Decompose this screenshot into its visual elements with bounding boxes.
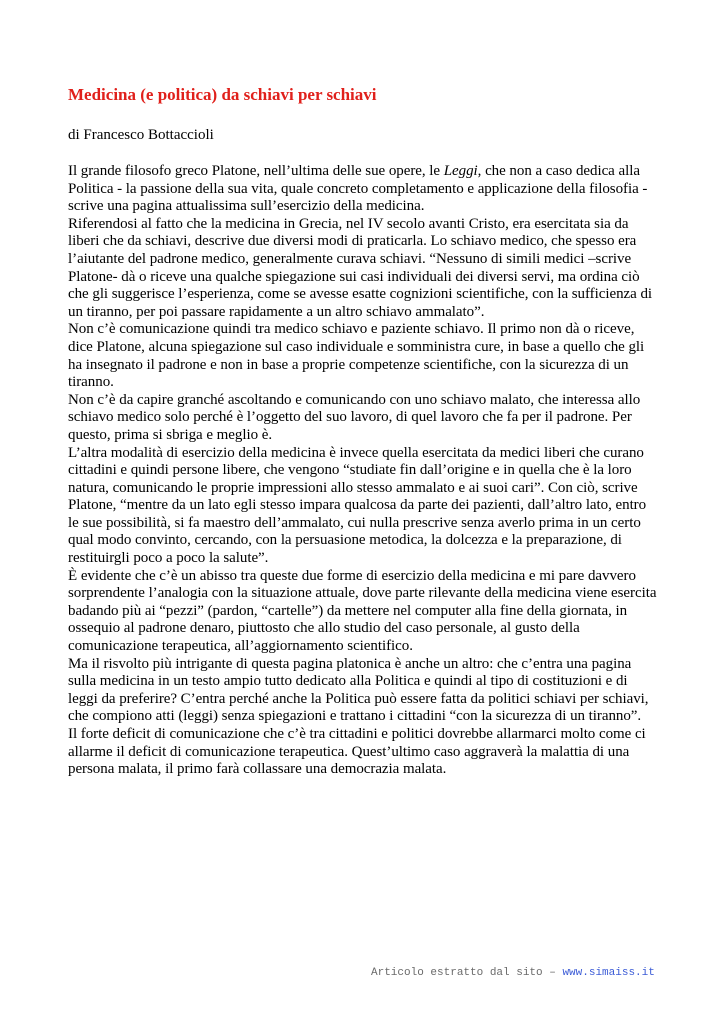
article-author: di Francesco Bottaccioli xyxy=(68,127,214,143)
article xyxy=(68,84,658,779)
footer-caption: Articolo estratto dal sito – xyxy=(371,967,563,979)
book-title-leggi: Leggi xyxy=(443,163,478,179)
paragraph: Il forte deficit di comunicazione che c’è tra cittadini e politici dovrebbe allarmarci molto come ci allarme il deficit di comunicazione terapeutica. Quest’ultimo caso aggraverà la malattia di una persona malata, il primo farà collassare una democrazia malata. xyxy=(68,726,646,778)
paragraph: Non c’è da capire granché ascoltando e comunicando con uno schiavo malato, che interessa allo schiavo medico solo perché è l’oggetto del suo lavoro, di quel lavoro che fa per il padrone. Per questo, prima si sbriga e meglio è. xyxy=(68,391,641,443)
paragraph: Non c’è comunicazione quindi tra medico schiavo e paziente schiavo. Il primo non dà o riceve, dice Platone, alcuna spiegazione sul caso individuale e somministra cure, in base a quello che gli ha insegnato il padrone e non in base a proprie competenze scientifiche, con la sicurezza di un tiranno. xyxy=(68,321,645,391)
paragraph-intro-end: , che non a caso dedica alla Politica - la passione della sua vita, quale concreto completamento e applicazione della filosofia - scrive una pagina attualissima sull’esercizio della medicina. xyxy=(68,163,648,215)
paragraph-intro xyxy=(68,163,658,216)
paragraph: Riferendosi al fatto che la medicina in Grecia, nel IV secolo avanti Cristo, era esercitata sia da liberi che da schiavi, descrive due diversi modi di praticarla. Lo schiavo medico, che spesso era l’aiutante del padrone medico, generalmente curava schiavi. “Nessuno di simili medici –scrive Platone- dà o riceve una qualche spiegazione sui casi individuali dei diversi servi, ma ordina ciò che gli suggerisce l’esperienza, come se avesse esatte cognizioni scientifiche, con la sufficienza di un tiranno, per poi passare rapidamente a un altro schiavo ammalato”. xyxy=(68,215,653,320)
paragraph-intro-start: Il grande filosofo greco Platone, nell’ultima delle sue opere, le xyxy=(68,163,444,179)
article-title: Medicina (e politica) da schiavi per schiavi xyxy=(68,85,377,104)
paragraph: L’altra modalità di esercizio della medicina è invece quella esercitata da medici liberi che curano cittadini e quindi persone libere, che vengono “studiate fin dall’origine e in quella che è la loro natura, comunicando le proprie impressioni allo stesso ammalato e ai suoi cari”. Con ciò, scrive Platone, “mentre da un lato egli stesso impara qualcosa da parte dei pazienti, dall’altro lato, entro le sue possibilità, si fa maestro dell’ammalato, cui nulla prescrive senza averlo prima in un certo qual modo convinto, cercando, con la persuasione metodica, la dolcezza e la preparazione, di restituirgli poco a poco la salute”. xyxy=(68,444,647,567)
paragraph: È evidente che c’è un abisso tra queste due forme di esercizio della medicina e mi pare davvero sorprendente l’analogia con la situazione attuale, dove parte rilevante della medicina viene esercita badando più ai “pezzi” (pardon, “cartelle”) da mettere nel computer alla fine della giornata, in ossequio al padrone denaro, piuttosto che allo studio del caso personale, al gusto della comunicazione terapeutica, all’aggiornamento scientifico. xyxy=(68,567,657,655)
page-footer xyxy=(371,966,655,980)
paragraph: Ma il risvolto più intrigante di questa pagina platonica è anche un altro: che c’entra una pagina sulla medicina in un testo ampio tutto dedicato alla Politica e quindi al tipo di costituzioni e di leggi da preferire? C’entra perché anche la Politica può essere fatta da politici schiavi per schiavi, che compiono atti (leggi) senza spiegazioni e trattano i cittadini “con la sicurezza di un tiranno”. xyxy=(68,655,649,725)
article-body xyxy=(68,163,658,779)
footer-site-link[interactable]: www.simaiss.it xyxy=(562,967,655,979)
